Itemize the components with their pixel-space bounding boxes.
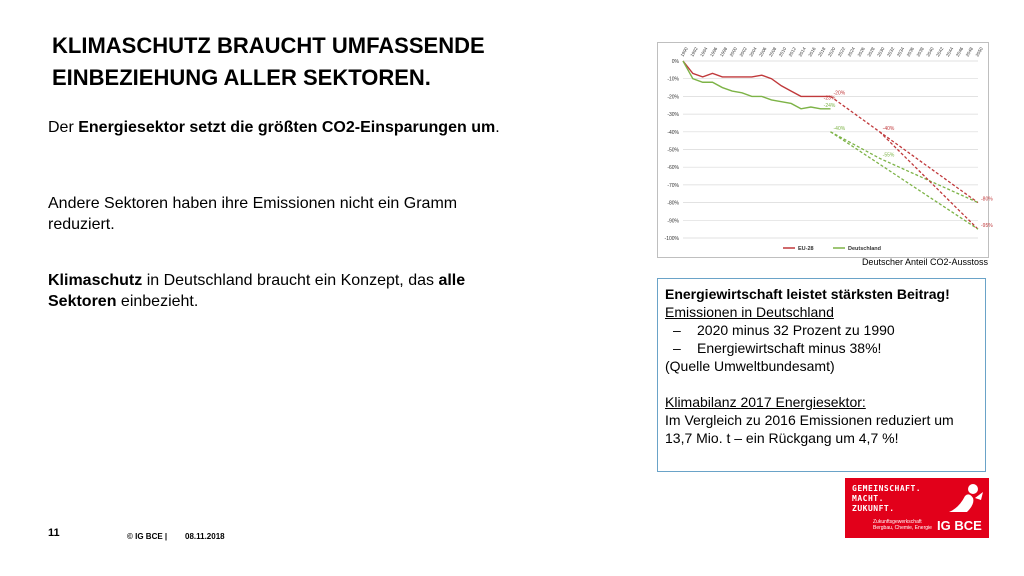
x-tick-label: 2012 (787, 46, 798, 58)
para1-bold: Energiesektor setzt die größten CO2-Einsparungen um (78, 119, 496, 136)
x-tick-label: 2008 (768, 46, 778, 58)
footer-copyright: © IG BCE | (127, 532, 168, 541)
data-label: -55% (882, 152, 895, 159)
para1-suffix: . (495, 119, 500, 136)
para3-bold-1: Klimaschutz (48, 272, 143, 289)
logo-sub-2: Bergbau, Chemie, Energie (873, 525, 932, 531)
info-heading: Energiewirtschaft leistet stärksten Beitrag! (665, 286, 950, 302)
x-tick-label: 2026 (856, 46, 866, 58)
co2-chart (657, 42, 993, 258)
chart-svg (658, 43, 993, 257)
data-label: -40% (833, 125, 846, 132)
data-label: -95% (981, 223, 993, 230)
x-tick-label: 2004 (748, 46, 758, 58)
logo-line-3: ZUKUNFT. (852, 504, 895, 513)
x-tick-label: 2032 (886, 46, 896, 58)
x-tick-label: 2016 (807, 46, 817, 58)
y-tick-label: -80% (667, 200, 679, 207)
paragraph-concept (48, 270, 503, 312)
x-tick-label: 2034 (895, 46, 906, 58)
title-line-1: KLIMASCHUTZ BRAUCHT UMFASSENDE (52, 33, 485, 58)
x-tick-label: 2044 (945, 46, 955, 58)
info-item-2 (665, 339, 979, 357)
y-tick-label: -30% (667, 112, 679, 119)
footer-date: 08.11.2018 (185, 532, 225, 541)
info-item-1-text: 2020 minus 32 Prozent zu 1990 (697, 322, 895, 338)
paragraph-other-sectors: Andere Sektoren haben ihre Emissionen nicht ein Gramm reduziert. (48, 195, 458, 233)
x-tick-label: 2014 (797, 46, 807, 58)
logo-brand: IG BCE (937, 518, 982, 533)
page-number: 11 (48, 527, 60, 539)
para3-text-2: einbezieht. (116, 293, 199, 310)
info-box (657, 278, 986, 472)
logo-line-1: GEMEINSCHAFT. (852, 484, 922, 493)
slide-title (52, 30, 532, 94)
figure-logo-icon (945, 482, 985, 518)
x-tick-label: 1990 (679, 46, 689, 58)
data-label: -80% (981, 196, 993, 203)
y-tick-label: -40% (667, 129, 679, 136)
paragraph-energy (48, 117, 503, 138)
x-tick-label: 2006 (758, 46, 768, 58)
x-tick-label: 2036 (905, 46, 916, 58)
x-tick-label: 1998 (718, 46, 729, 58)
data-label: -40% (882, 125, 895, 132)
legend-label: Deutschland (848, 246, 882, 252)
dash-icon: – (673, 322, 681, 338)
data-label: -20% (833, 90, 846, 97)
x-tick-label: 2018 (817, 46, 827, 58)
series-line (831, 132, 979, 229)
x-tick-label: 2042 (935, 46, 945, 58)
y-tick-label: -20% (667, 94, 679, 101)
x-tick-label: 2024 (846, 46, 857, 58)
x-tick-label: 2010 (777, 46, 788, 58)
y-tick-label: -60% (667, 165, 679, 172)
x-tick-label: 1996 (709, 46, 719, 58)
x-tick-label: 2028 (866, 46, 876, 58)
info-text-2: Im Vergleich zu 2016 Emissionen reduziert um 13,7 Mio. t – ein Rückgang um 4,7 %! (665, 412, 954, 446)
x-tick-label: 2050 (974, 46, 984, 58)
series-line (880, 132, 978, 229)
chart-caption: Deutscher Anteil CO2-Ausstoss (861, 257, 988, 267)
x-tick-label: 2000 (728, 46, 739, 58)
legend-label: EU-28 (798, 246, 814, 252)
y-tick-label: -100% (664, 236, 679, 242)
x-tick-label: 2002 (738, 46, 748, 58)
x-tick-label: 2040 (925, 46, 935, 58)
x-tick-label: 2020 (827, 46, 837, 58)
info-source: (Quelle Umweltbundesamt) (665, 358, 835, 374)
ig-bce-logo (845, 478, 989, 538)
x-tick-label: 2022 (836, 46, 847, 58)
para3-bold-2: alle Sektoren (48, 272, 466, 310)
title-line-2: EINBEZIEHUNG ALLER SEKTOREN. (52, 65, 431, 90)
data-label: -24% (823, 102, 836, 109)
x-tick-label: 1992 (689, 46, 699, 58)
y-tick-label: 0% (671, 59, 679, 65)
x-tick-label: 1994 (699, 46, 709, 58)
dash-icon: – (673, 340, 681, 356)
y-tick-label: -70% (667, 182, 679, 189)
logo-sub-1: Zukunftsgewerkschaft (873, 519, 922, 525)
x-tick-label: 2030 (876, 46, 886, 58)
logo-line-2: MACHT. (852, 494, 884, 503)
y-tick-label: -10% (667, 76, 679, 83)
series-line (683, 61, 831, 109)
y-tick-label: -50% (667, 147, 679, 154)
para1-prefix: Der (48, 119, 79, 136)
info-item-1 (665, 321, 979, 339)
info-item-2-text: Energiewirtschaft minus 38%! (697, 340, 882, 356)
data-label: -23% (823, 95, 836, 102)
info-subheading-2: Klimabilanz 2017 Energiesektor: (665, 394, 866, 410)
info-subheading-1: Emissionen in Deutschland (665, 304, 834, 320)
para3-text-1: in Deutschland braucht ein Konzept, das (142, 272, 439, 289)
x-tick-label: 2046 (954, 46, 965, 58)
y-tick-label: -90% (667, 218, 679, 225)
x-tick-label: 2038 (915, 46, 925, 58)
x-tick-label: 2048 (964, 46, 975, 58)
